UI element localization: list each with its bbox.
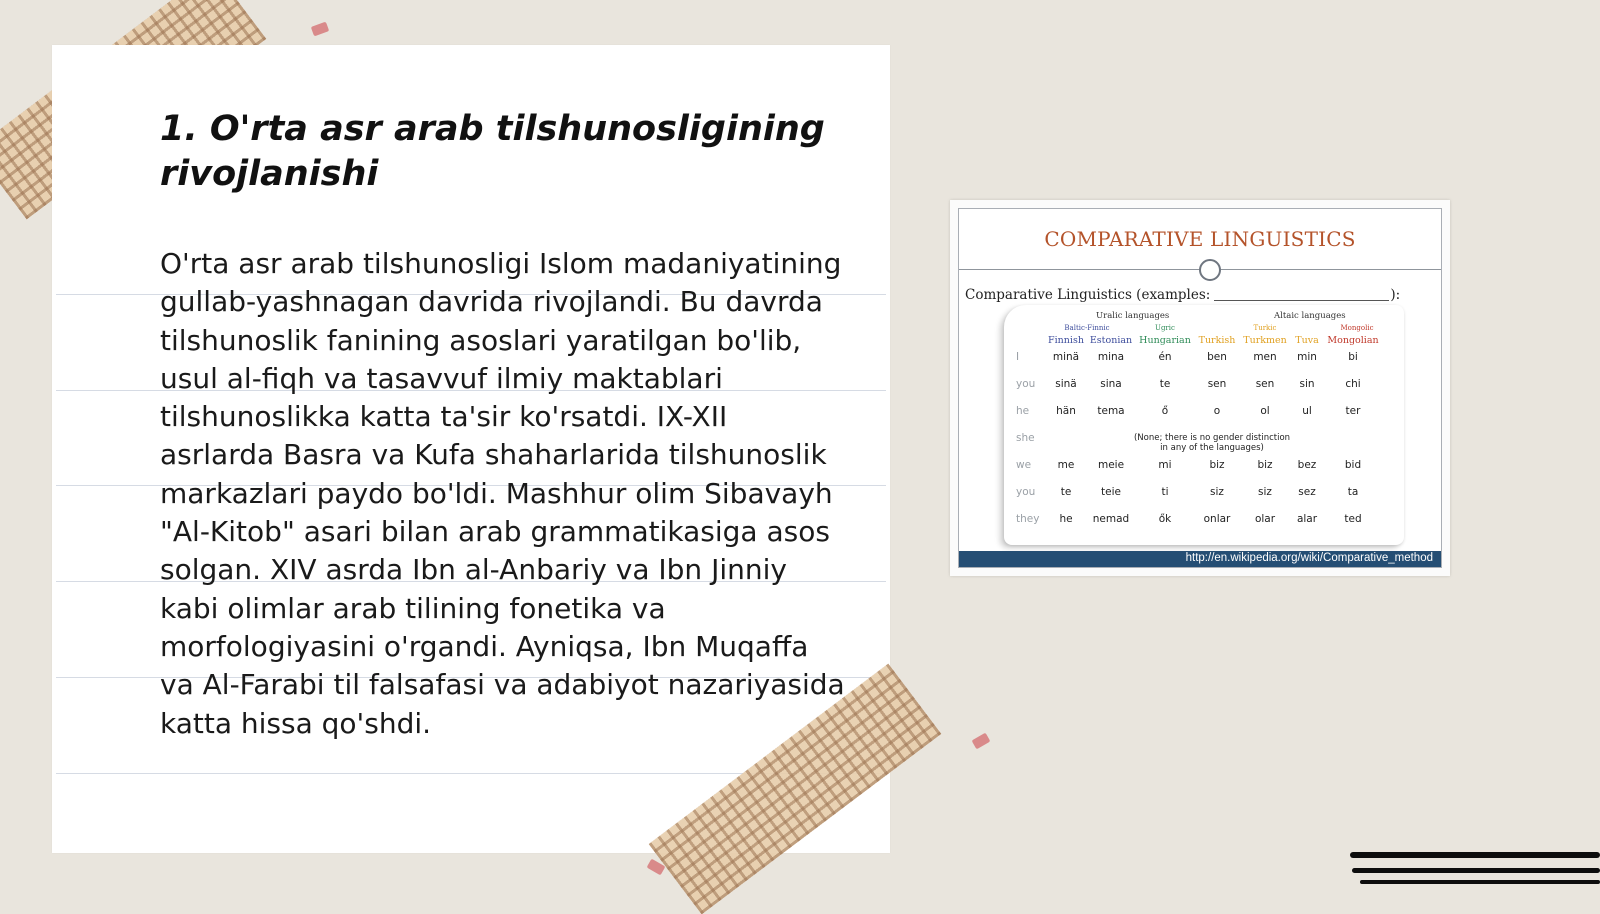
table-cell: min — [1297, 351, 1317, 363]
table-cell: men — [1253, 351, 1277, 363]
fill-in-blank — [1214, 300, 1389, 301]
pronoun-label: she — [1016, 432, 1035, 444]
language-header: Tuva — [1295, 335, 1319, 346]
comparative-linguistics-figure — [950, 200, 1450, 576]
table-cell: chi — [1345, 378, 1361, 390]
table-cell: tema — [1097, 405, 1125, 417]
circle-icon — [1199, 259, 1221, 281]
figure-title: COMPARATIVE LINGUISTICS — [1044, 227, 1356, 251]
table-cell: te — [1060, 486, 1072, 498]
figure-frame — [958, 208, 1442, 568]
pronoun-label: we — [1016, 459, 1032, 471]
tape-tip-bottom-right — [972, 733, 991, 750]
decorative-brush-line — [1350, 852, 1600, 858]
language-header: Turkish — [1198, 335, 1236, 346]
group-label-uralic: Uralic languages — [1096, 311, 1170, 321]
table-cell: te — [1159, 378, 1171, 390]
table-cell: meie — [1097, 459, 1125, 471]
table-cell: sez — [1298, 486, 1316, 498]
table-cell: én — [1158, 351, 1172, 363]
table-cell: sinä — [1055, 378, 1077, 390]
table-cell: o — [1213, 405, 1221, 417]
figure-source-url: http://en.wikipedia.org/wiki/Comparative_method — [1185, 552, 1433, 564]
language-header: Mongolian — [1327, 335, 1379, 346]
table-cell: sen — [1207, 378, 1227, 390]
table-cell: ők — [1158, 513, 1172, 525]
pronoun-label: he — [1016, 405, 1030, 417]
table-cell: olar — [1254, 513, 1276, 525]
figure-subtitle-prefix: Comparative Linguistics (examples: — [965, 287, 1211, 303]
table-cell: onlar — [1203, 513, 1231, 525]
language-header: Turkmen — [1243, 335, 1287, 346]
figure-subtitle — [965, 287, 1400, 303]
table-cell: ő — [1161, 405, 1169, 417]
pronoun-label: they — [1016, 513, 1040, 525]
table-cell: ol — [1260, 405, 1270, 417]
decorative-brush-line — [1352, 868, 1600, 873]
language-header: Estonian — [1089, 335, 1133, 346]
tape-tip-top — [311, 22, 329, 37]
subgroup-label: Baltic-Finnic — [1064, 324, 1110, 332]
pronoun-label: you — [1016, 378, 1036, 390]
table-cell: sina — [1100, 378, 1122, 390]
table-cell: teie — [1101, 486, 1121, 498]
table-cell: me — [1057, 459, 1075, 471]
group-label-altaic: Altaic languages — [1274, 311, 1346, 321]
table-cell: ter — [1345, 405, 1361, 417]
pronoun-label: I — [1016, 351, 1020, 363]
figure-footer-bar — [959, 551, 1441, 567]
table-cell: ta — [1347, 486, 1359, 498]
table-cell: bez — [1297, 459, 1317, 471]
table-cell: minä — [1052, 351, 1080, 363]
slide-title: 1. O'rta asr arab tilshunosligining rivojlanishi — [160, 109, 825, 194]
language-header: Hungarian — [1139, 335, 1191, 346]
table-cell: ben — [1207, 351, 1227, 363]
table-cell: bi — [1348, 351, 1358, 363]
table-cell: ul — [1302, 405, 1312, 417]
subgroup-label: Turkic — [1253, 324, 1277, 332]
table-cell: biz — [1209, 459, 1225, 471]
table-cell: hän — [1056, 405, 1076, 417]
subgroup-label: Ugric — [1155, 324, 1175, 332]
decorative-brush-line — [1360, 880, 1600, 884]
table-cell: ti — [1161, 486, 1169, 498]
table-cell: biz — [1257, 459, 1273, 471]
gender-note-line: in any of the languages) — [1160, 443, 1264, 453]
pronoun-label: you — [1016, 486, 1036, 498]
slide-body-text: O'rta asr arab tilshunosligi Islom madaniyatining gullab-yashnagan davrida rivojlandi. Bu davrda tilshunoslik fanining asoslari yaratilgan bo'lib, usul al-fiqh va tasavvuf ilmiy maktablari tilshunoslikka katta ta'sir ko'rsatdi. IX-XII asrlarda Basra va Kufa shaharlarida tilshunoslik markazlari paydo bo'ldi. Mashhur olim Sibavayh "Al-Kitob" asari bilan arab grammatikasiga asos solgan. XIV asrda Ibn al-Anbariy va Ibn Jinniy kabi olimlar arab tilining fonetika va morfologiyasini o'rgandi. Ayniqsa, Ibn Muqaffa va Al-Farabi til falsafasi va adabiyot nazariyasida katta hissa qo'shdi. — [160, 247, 845, 740]
table-cell: sin — [1299, 378, 1315, 390]
table-cell: siz — [1258, 486, 1272, 498]
table-cell: mi — [1158, 459, 1172, 471]
table-cell: alar — [1296, 513, 1318, 525]
gender-note — [1112, 433, 1312, 453]
table-cell: siz — [1210, 486, 1224, 498]
table-cell: nemad — [1092, 513, 1130, 525]
table-cell: he — [1059, 513, 1073, 525]
table-cell: ted — [1344, 513, 1362, 525]
pronoun-table-card — [1004, 305, 1404, 545]
subgroup-label: Mongolic — [1340, 324, 1374, 332]
table-cell: sen — [1255, 378, 1275, 390]
figure-subtitle-suffix: ): — [1390, 287, 1401, 303]
gender-note-line: (None; there is no gender distinction — [1133, 433, 1291, 443]
language-header: Finnish — [1048, 335, 1084, 346]
table-cell: mina — [1097, 351, 1125, 363]
table-cell: bid — [1344, 459, 1362, 471]
